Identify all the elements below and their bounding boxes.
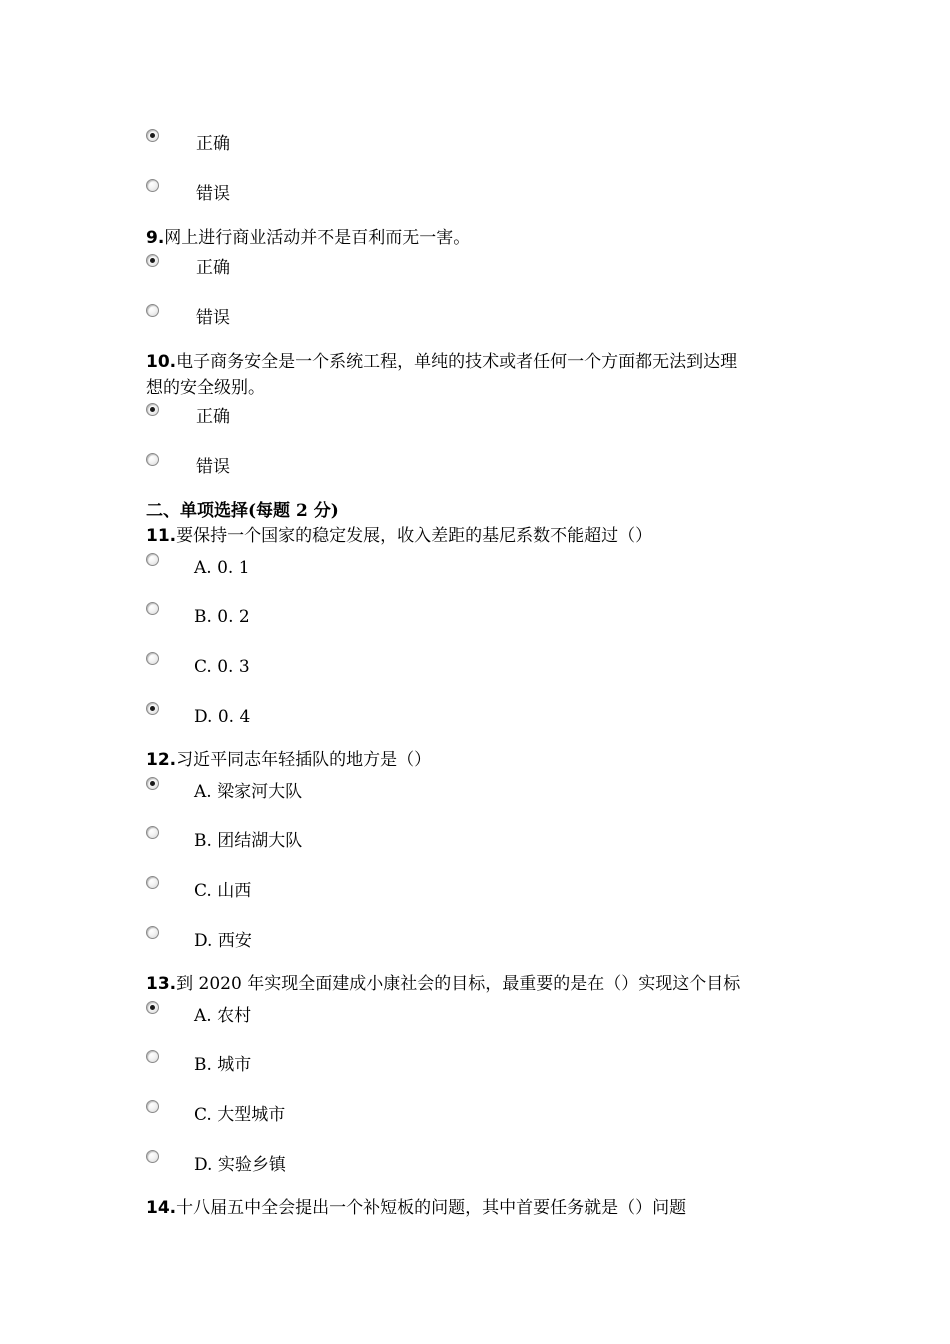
q12-option-a-radio[interactable] [146,777,159,790]
q13-option-b-label: B. 城市 [194,1055,252,1075]
question-text: 要保持一个国家的稳定发展，收入差距的基尼系数不能超过（） [176,526,653,546]
q13-option-d-radio[interactable] [146,1150,159,1163]
q12-option-c-label: C. 山西 [194,881,252,901]
q9-option-a-radio[interactable] [146,254,159,267]
question-12 [146,748,431,772]
question-13 [146,972,740,996]
q10-option-a-radio[interactable] [146,403,159,416]
question-text: 到 2020 年实现全面建成小康社会的目标，最重要的是在（）实现这个目标 [176,974,741,994]
q11-option-d-radio[interactable] [146,702,159,715]
question-10-line2: 想的安全级别。 [146,378,265,398]
q13-option-c-label: C. 大型城市 [194,1105,286,1125]
q11-option-c-radio[interactable] [146,652,159,665]
q12-option-a-label: A. 梁家河大队 [194,782,303,802]
q11-option-b-radio[interactable] [146,602,159,615]
q10-option-b-label: 错误 [196,457,230,477]
q9-option-a-label: 正确 [196,258,230,278]
q13-option-a-radio[interactable] [146,1001,159,1014]
q8-option-a-radio[interactable] [146,129,159,142]
q11-option-a-label: A. 0. 1 [194,558,250,578]
q11-option-a-radio[interactable] [146,553,159,566]
question-10 [146,350,737,374]
q12-option-d-radio[interactable] [146,926,159,939]
question-9 [146,226,470,250]
question-number: 12. [146,750,177,770]
q8-option-a-label: 正确 [196,134,230,154]
q11-option-b-label: B. 0. 2 [194,607,250,627]
question-14 [146,1196,686,1220]
q10-option-b-radio[interactable] [146,453,159,466]
question-text: 习近平同志年轻插队的地方是（） [176,750,432,770]
question-11 [146,524,652,548]
q9-option-b-label: 错误 [196,308,230,328]
q13-option-b-radio[interactable] [146,1050,159,1063]
question-number: 10. [146,352,177,372]
q11-option-d-label: D. 0. 4 [194,707,251,727]
question-number: 13. [146,974,177,994]
q8-option-b-radio[interactable] [146,179,159,192]
q13-option-d-label: D. 实验乡镇 [194,1155,286,1175]
q12-option-d-label: D. 西安 [194,931,252,951]
q12-option-c-radio[interactable] [146,876,159,889]
q12-option-b-radio[interactable] [146,826,159,839]
q10-option-a-label: 正确 [196,407,230,427]
question-text: 网上进行商业活动并不是百利而无一害。 [164,228,471,248]
question-number: 9. [146,228,165,248]
q12-option-b-label: B. 团结湖大队 [194,831,303,851]
q11-option-c-label: C. 0. 3 [194,657,250,677]
q9-option-b-radio[interactable] [146,304,159,317]
q13-option-a-label: A. 农村 [194,1006,252,1026]
question-number: 11. [146,526,177,546]
question-text: 电子商务安全是一个系统工程，单纯的技术或者任何一个方面都无法到达理 [176,352,738,372]
q8-option-b-label: 错误 [196,184,230,204]
question-number: 14. [146,1198,177,1218]
section-heading: 二、单项选择(每题 2 分) [146,501,339,521]
q13-option-c-radio[interactable] [146,1100,159,1113]
question-text: 十八届五中全会提出一个补短板的问题，其中首要任务就是（）问题 [176,1198,687,1218]
